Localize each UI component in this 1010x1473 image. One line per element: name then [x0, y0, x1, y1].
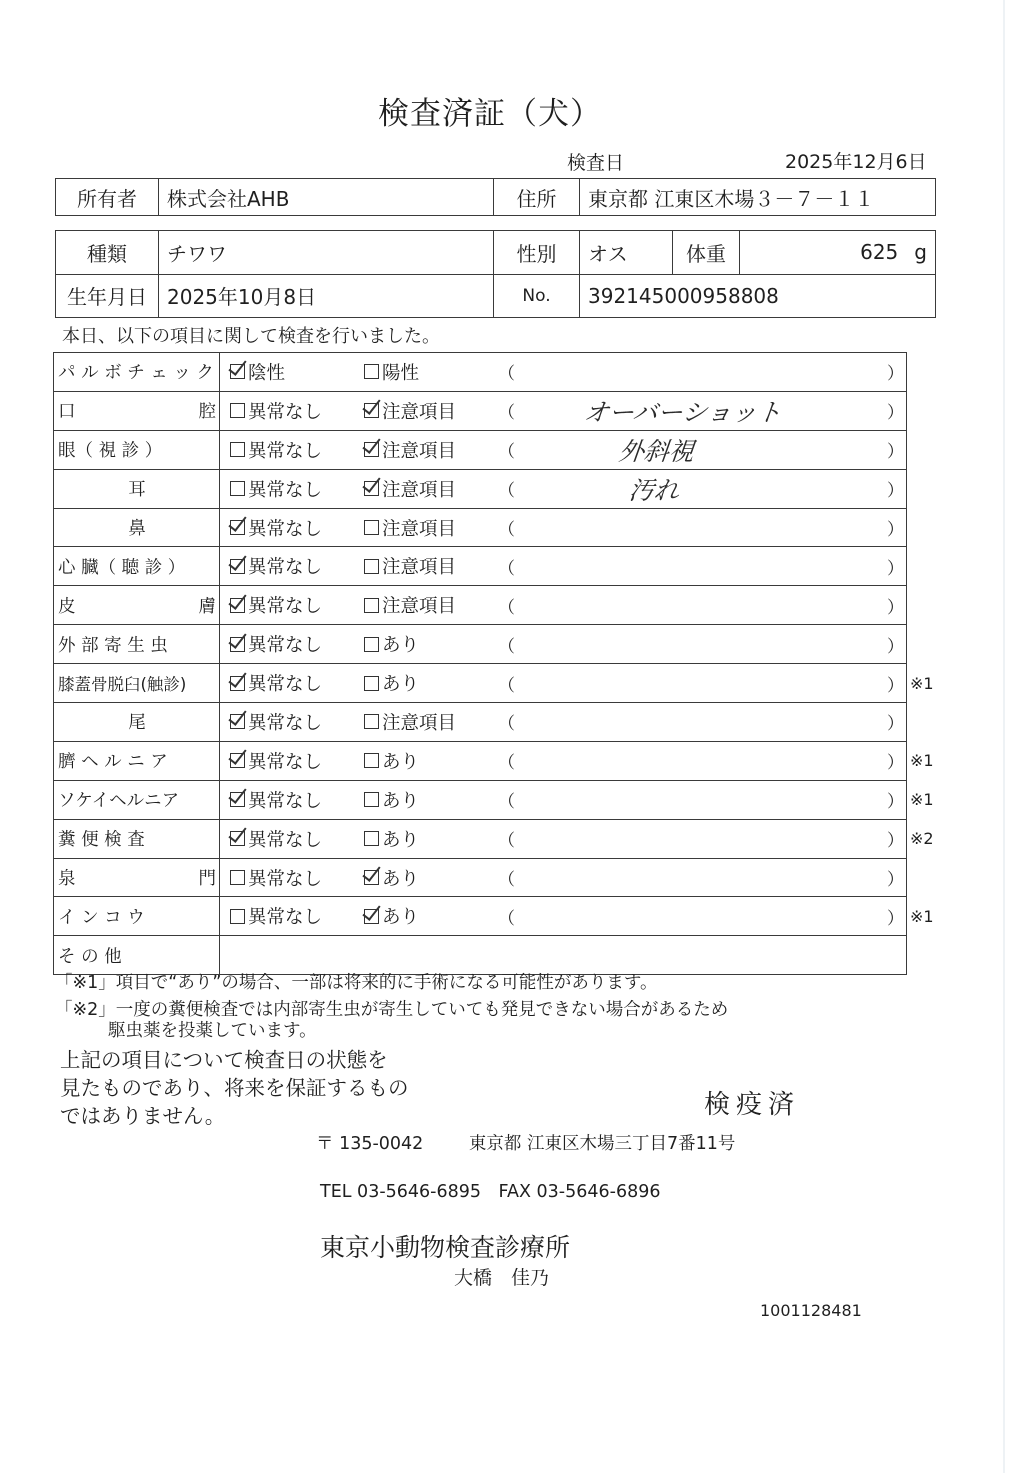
clinic-name: 東京小動物検査診療所: [320, 1233, 571, 1262]
opt2-label: あり: [382, 907, 420, 929]
opt1-label: 異常なし: [248, 790, 323, 812]
exam-row-stool: [54, 820, 934, 859]
owner-label: 所有者: [56, 179, 159, 216]
opt2-label: 注意項目: [382, 596, 457, 618]
document-number: 1001128481: [760, 1301, 862, 1320]
disclaimer-line: 上記の項目について検査日の状態を: [60, 1048, 388, 1072]
opt2-label: 注意項目: [382, 440, 457, 462]
paren-close: ）: [887, 403, 904, 424]
birth-value: 2025年10月8日: [159, 274, 494, 318]
paren-open: （: [498, 597, 515, 618]
exam-row-larynx: [54, 897, 934, 936]
checkbox[interactable]: [230, 870, 245, 885]
paren-open: （: [498, 364, 515, 385]
weight-value: 625: [860, 240, 899, 265]
weight-unit: g: [914, 240, 927, 265]
exam-row-heart: [54, 547, 906, 586]
footnote-1: 「※1」項目で“あり”の場合、一部は将来的に手術になる可能性があります。: [55, 973, 658, 993]
opt1-label: 陰性: [248, 362, 286, 384]
footnote-mark: ※1: [910, 751, 934, 771]
opt1-label: 異常なし: [248, 907, 323, 929]
paren-open: （: [498, 442, 515, 463]
paren-close: ）: [887, 714, 904, 735]
paren-close: ）: [887, 364, 904, 385]
opt2-label: あり: [382, 829, 420, 851]
veterinarian-name: 大橋 佳乃: [454, 1267, 550, 1289]
paren-open: （: [498, 636, 515, 657]
checkbox-checked[interactable]: [364, 403, 379, 418]
item-name: 糞 便 検 査: [54, 820, 220, 858]
item-name: イ ン コ ウ: [54, 897, 220, 935]
handwritten-note: 汚れ: [627, 475, 681, 505]
item-name: 尾: [54, 703, 220, 741]
weight-label: 体重: [673, 231, 740, 275]
opt2-label: 注意項目: [382, 557, 457, 579]
item-name-left: 泉: [58, 869, 76, 890]
item-name: [54, 392, 220, 430]
checkbox-checked[interactable]: [230, 676, 245, 691]
item-name-left: 皮: [58, 596, 76, 617]
paren-close: ）: [887, 636, 904, 657]
paren-open: （: [498, 558, 515, 579]
address-label: 住所: [494, 179, 580, 216]
checkbox[interactable]: [230, 481, 245, 496]
handwritten-note: オーバーショット: [582, 397, 784, 427]
checkbox-checked[interactable]: [364, 442, 379, 457]
checkbox[interactable]: [364, 520, 379, 535]
checkbox[interactable]: [364, 364, 379, 379]
species-value: チワワ: [159, 231, 494, 275]
opt1-label: 異常なし: [248, 401, 323, 423]
opt2-label: あり: [382, 790, 420, 812]
page-title: 検査済証（犬）: [378, 96, 602, 132]
item-name: 臍 ヘ ル ニ ア: [54, 742, 220, 780]
checkbox[interactable]: [230, 442, 245, 457]
weight-cell: [740, 231, 936, 275]
sex-value: オス: [580, 231, 673, 275]
checkbox-checked[interactable]: [364, 909, 379, 924]
paren-open: （: [498, 403, 515, 424]
opt1-label: 異常なし: [248, 518, 323, 540]
paren-close: ）: [887, 597, 904, 618]
paren-close: ）: [887, 442, 904, 463]
exam-row-fontanelle: [54, 859, 906, 898]
checkbox-checked[interactable]: [230, 714, 245, 729]
checkbox-checked[interactable]: [230, 520, 245, 535]
opt1-label: 異常なし: [248, 751, 323, 773]
checkbox[interactable]: [230, 909, 245, 924]
paren-open: （: [498, 870, 515, 891]
item-name: パ ル ボ チ ェ ッ ク: [54, 353, 220, 391]
item-name: 心 臓（ 聴 診 ）: [54, 547, 220, 585]
checkbox-checked[interactable]: [230, 792, 245, 807]
exam-row-external-parasites: [54, 625, 906, 664]
item-name-right: 膚: [198, 596, 216, 617]
item-name-right: 腔: [198, 402, 216, 423]
paren-open: （: [498, 481, 515, 502]
opt2-label: あり: [382, 868, 420, 890]
opt1-label: 異常なし: [248, 868, 323, 890]
item-name: そ の 他: [54, 936, 220, 974]
exam-row-umbilical-hernia: [54, 742, 934, 781]
opt2-label: 注意項目: [382, 518, 457, 540]
item-name: 耳: [54, 470, 220, 508]
exam-row-parvo: [54, 353, 906, 392]
item-name: [54, 859, 220, 897]
paren-open: （: [498, 753, 515, 774]
disclaimer-line: ではありません。: [60, 1104, 226, 1128]
checkbox[interactable]: [364, 598, 379, 613]
footnote-mark: ※1: [910, 790, 934, 810]
opt2-label: あり: [382, 635, 420, 657]
item-name-left: 口: [58, 402, 76, 423]
checkbox-checked[interactable]: [230, 559, 245, 574]
opt2-label: 注意項目: [382, 712, 457, 734]
paren-close: ）: [887, 675, 904, 696]
clinic-address: [316, 1130, 735, 1155]
paren-open: （: [498, 908, 515, 929]
owner-table: [55, 178, 936, 216]
opt2-label: 注意項目: [382, 479, 457, 501]
paren-open: （: [498, 792, 515, 813]
sex-label: 性別: [494, 231, 580, 275]
checkbox-checked[interactable]: [230, 598, 245, 613]
footnote-mark: ※2: [910, 829, 934, 849]
exam-row-patella: [54, 664, 934, 703]
animal-table: [55, 230, 936, 318]
exam-row-nose: [54, 509, 906, 548]
address-value: 東京都 江東区木場３－７－１１: [580, 179, 936, 216]
opt2-label: 注意項目: [382, 401, 457, 423]
paren-close: ）: [887, 831, 904, 852]
checkbox-checked[interactable]: [230, 831, 245, 846]
paren-open: （: [498, 831, 515, 852]
disclaimer-line: 見たものであり、将来を保証するもの: [60, 1076, 409, 1100]
paren-close: ）: [887, 908, 904, 929]
opt1-label: 異常なし: [248, 829, 323, 851]
checkbox[interactable]: [364, 753, 379, 768]
no-value: 392145000958808: [580, 274, 936, 318]
exam-table: [53, 352, 934, 975]
species-label: 種類: [56, 231, 159, 275]
handwritten-note: 外斜視: [617, 436, 696, 466]
checkbox[interactable]: [364, 676, 379, 691]
item-name: 外 部 寄 生 虫: [54, 625, 220, 663]
checkbox[interactable]: [364, 792, 379, 807]
exam-row-eyes: [54, 431, 906, 470]
footnote-2: 「※2」一度の糞便検査では内部寄生虫が寄生していても発見できない場合があるため: [55, 1000, 729, 1020]
paren-close: ）: [887, 870, 904, 891]
checkbox[interactable]: [364, 714, 379, 729]
opt1-label: 異常なし: [248, 440, 323, 462]
intro-text: 本日、以下の項目に関して検査を行いました。: [62, 326, 440, 347]
opt1-label: 異常なし: [248, 557, 323, 579]
exam-row-mouth: [54, 392, 906, 431]
paren-open: （: [498, 714, 515, 735]
checkbox[interactable]: [364, 637, 379, 652]
inspection-date-label: 検査日: [567, 152, 625, 174]
opt1-label: 異常なし: [248, 635, 323, 657]
checkbox[interactable]: [230, 403, 245, 418]
exam-row-skin: [54, 586, 906, 625]
opt1-label: 異常なし: [248, 712, 323, 734]
item-name: 膝蓋骨脱臼(触診): [54, 664, 220, 702]
postal-code: 〒 135-0042: [316, 1134, 424, 1154]
checkbox-checked[interactable]: [364, 870, 379, 885]
owner-value: 株式会社AHB: [159, 179, 494, 216]
checkbox-checked[interactable]: [230, 753, 245, 768]
paren-open: （: [498, 675, 515, 696]
item-name: 鼻: [54, 509, 220, 547]
paren-close: ）: [887, 753, 904, 774]
opt1-label: 異常なし: [248, 479, 323, 501]
footnote-2-cont: 駆虫薬を投薬しています。: [108, 1021, 317, 1041]
paren-open: （: [498, 520, 515, 540]
street-address: 東京都 江東区木場三丁目7番11号: [468, 1134, 736, 1154]
item-name: 眼（ 視 診 ）: [54, 431, 220, 469]
paren-close: ）: [887, 792, 904, 813]
checkbox[interactable]: [364, 831, 379, 846]
checkbox[interactable]: [364, 559, 379, 574]
item-name: [54, 586, 220, 624]
opt2-label: あり: [382, 751, 420, 773]
checkbox-checked[interactable]: [230, 637, 245, 652]
item-name: ソケイヘルニア: [54, 781, 220, 819]
paren-close: ）: [887, 481, 904, 502]
opt1-label: 異常なし: [248, 674, 323, 696]
paren-close: ）: [887, 558, 904, 579]
quarantine-stamp: 検疫済: [704, 1090, 801, 1120]
checkbox-checked[interactable]: [364, 481, 379, 496]
footnote-mark: ※1: [910, 906, 934, 926]
birth-label: 生年月日: [56, 274, 159, 318]
page-edge: [1003, 0, 1005, 1473]
no-label: No.: [494, 274, 580, 318]
inspection-date: 2025年12月6日: [785, 151, 927, 173]
clinic-phone-fax: TEL 03-5646-6895 FAX 03-5646-6896: [320, 1182, 661, 1202]
footnote-mark: ※1: [910, 673, 934, 693]
checkbox-checked[interactable]: [230, 364, 245, 379]
exam-row-inguinal-hernia: [54, 781, 934, 820]
disclaimer: [60, 1046, 409, 1130]
paren-close: ）: [887, 520, 904, 540]
item-name-right: 門: [198, 869, 216, 890]
opt1-label: 異常なし: [248, 596, 323, 618]
exam-row-tail: [54, 703, 906, 742]
exam-row-ears: [54, 470, 906, 509]
opt2-label: あり: [382, 674, 420, 696]
opt2-label: 陽性: [382, 362, 420, 384]
